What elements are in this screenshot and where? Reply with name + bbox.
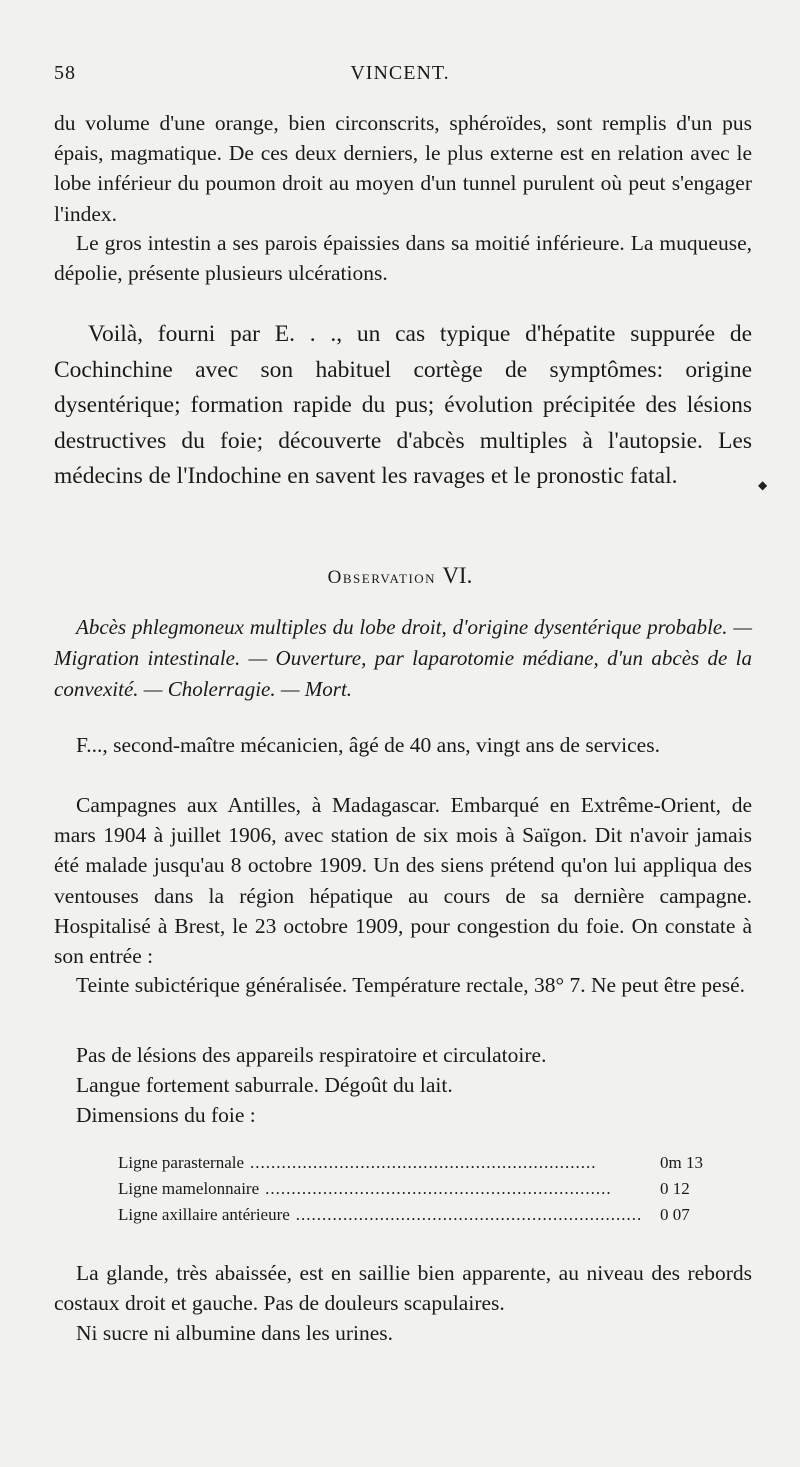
running-title: VINCENT.	[350, 62, 450, 84]
dot-leader: ..................................................................	[265, 1179, 612, 1198]
paragraph-tongue: Langue fortement saburrale. Dégoût du lait.	[76, 1073, 453, 1097]
dimension-label: Ligne axillaire antérieure	[118, 1205, 290, 1224]
observation-heading	[0, 563, 800, 589]
paragraph-gland: La glande, très abaissée, est en saillie bien apparente, au niveau des rebords costaux droit et gauche. Pas de douleurs scapulaires.	[54, 1261, 752, 1316]
paragraph-urine: Ni sucre ni albumine dans les urines.	[76, 1321, 394, 1345]
paragraph-large-intestine: Le gros intestin a ses parois épaissies dans sa moitié inférieure. La muqueuse, dépolie, présente plusieurs ulcérations.	[54, 231, 752, 286]
dimension-value: 0 12	[660, 1179, 690, 1198]
paragraph-no-lesions: Pas de lésions des appareils respiratoire et circulatoire.	[76, 1043, 547, 1067]
dimension-value: 0m 13	[660, 1153, 703, 1172]
observation-summary: Abcès phlegmoneux multiples du lobe droit, d'origine dysentérique probable. — Migration intestinale. — Ouverture, par laparotomie médiane, d'un abcès de la convexité. — Cholerragie. — Mort.	[54, 615, 752, 701]
paragraph-patient: F..., second-maître mécanicien, âgé de 40 ans, vingt ans de services.	[76, 733, 660, 757]
liver-dimensions-table	[118, 1150, 718, 1228]
paragraph-liver-dimensions-intro: Dimensions du foie :	[76, 1103, 256, 1127]
paragraph-temperature: Teinte subictérique généralisée. Température rectale, 38° 7. Ne peut être pesé.	[76, 973, 745, 997]
dot-leader: ..................................................................	[250, 1153, 597, 1172]
dot-leader: ..................................................................	[295, 1205, 643, 1224]
dimension-row	[118, 1202, 718, 1228]
observation-label: Observation	[327, 567, 437, 588]
ink-speck: ◆	[758, 478, 768, 492]
dimension-row	[118, 1150, 718, 1176]
paragraph-autopsy-abscesses: du volume d'une orange, bien circonscrits, sphéroïdes, sont remplis d'un pus épais, magmatique. De ces deux derniers, le plus externe est en relation avec le lobe inférieur du poumon droit au moyen d'un tunnel purulent où peut s'engager l'index.	[54, 111, 752, 226]
page-number: 58	[54, 62, 76, 84]
dimension-label: Ligne parasternale	[118, 1153, 245, 1172]
dimension-value: 0 07	[660, 1205, 690, 1224]
paragraph-case-summary: Voilà, fourni par E. . ., un cas typique d'hépatite suppurée de Cochinchine avec son habituel cortège de symptômes: origine dysentérique; formation rapide du pus; évolution précipitée des lésions destructives du foie; découverte d'abcès multiples à l'autopsie. Les médecins de l'Indochine en savent les ravages et le pronostic fatal.	[54, 321, 752, 489]
running-header	[54, 62, 746, 92]
dimension-label: Ligne mamelonnaire	[118, 1179, 260, 1198]
dimension-row	[118, 1176, 718, 1202]
observation-number: VI.	[442, 563, 473, 588]
paragraph-history: Campagnes aux Antilles, à Madagascar. Embarqué en Extrême-Orient, de mars 1904 à juillet 1906, avec station de six mois à Saïgon. Dit n'avoir jamais été malade jusqu'au 8 octobre 1909. Un des siens prétend qu'on lui appliqua des ventouses dans la région hépatique au cours de sa dernière campagne. Hospitalisé à Brest, le 23 octobre 1909, pour congestion du foie. On constate à son entrée :	[54, 793, 752, 969]
